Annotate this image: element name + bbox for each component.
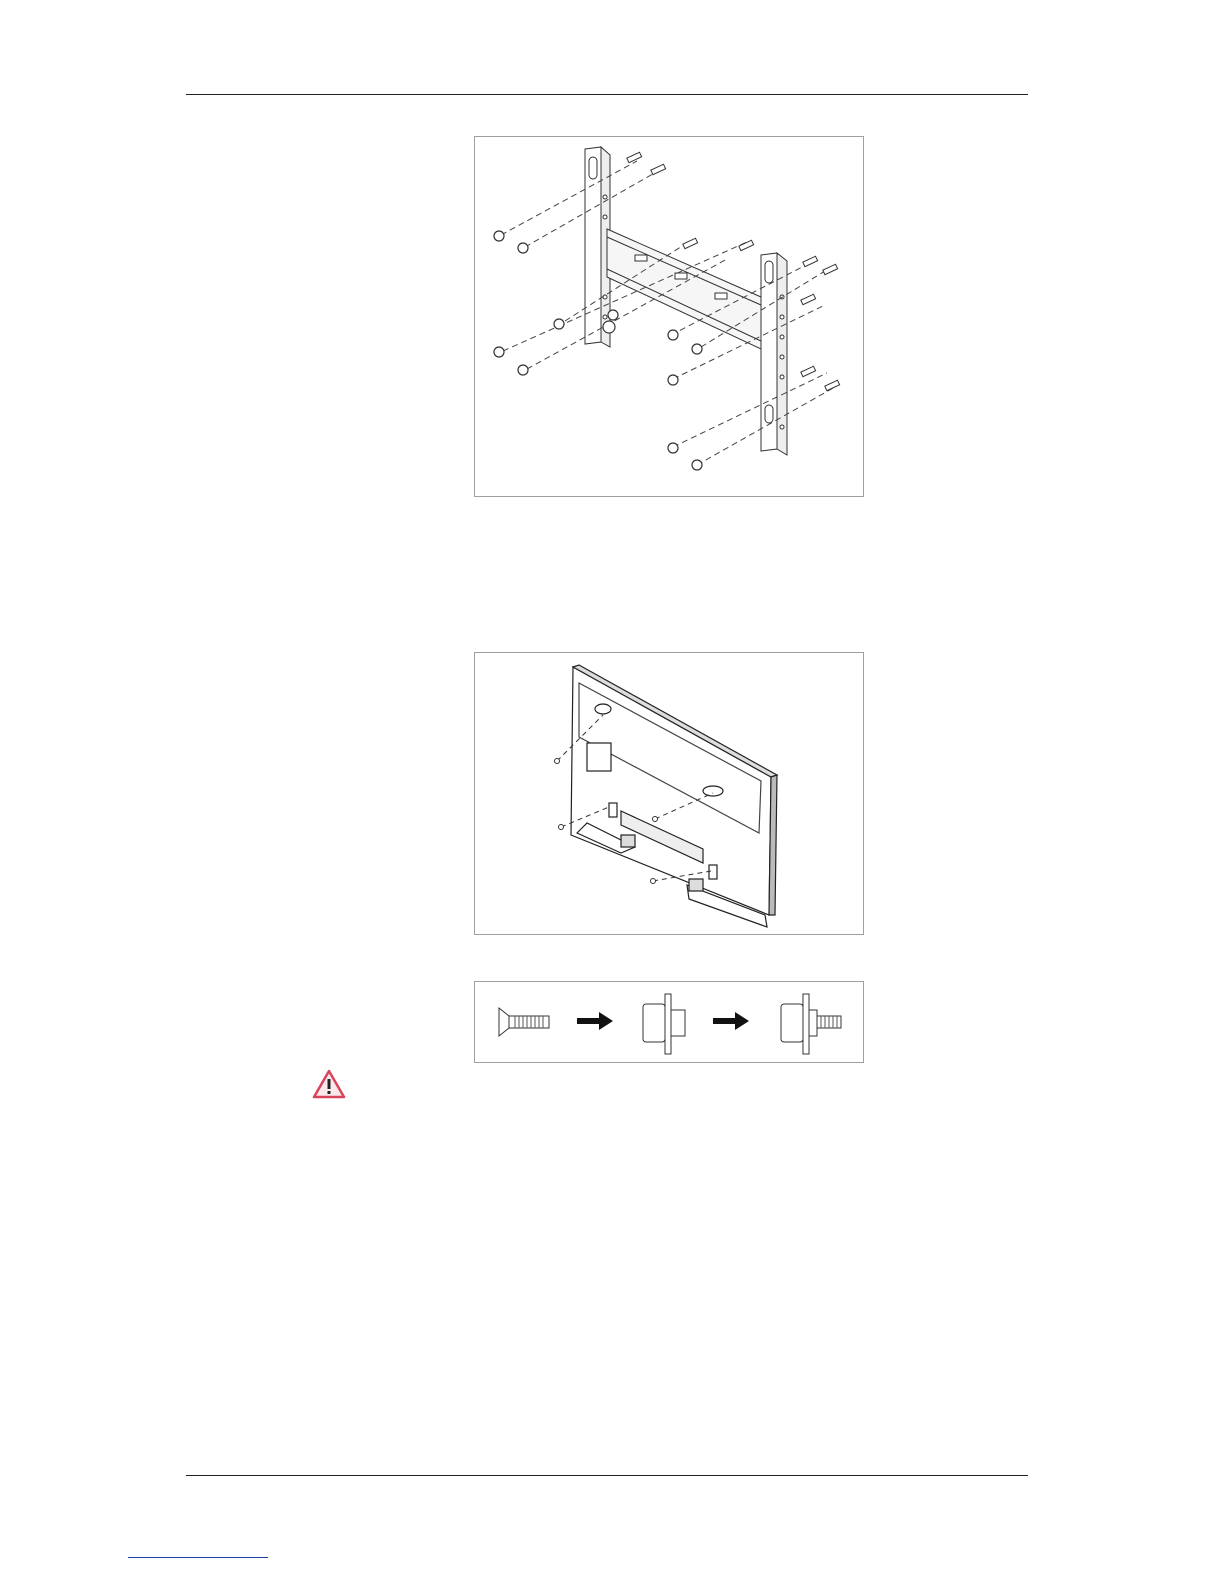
spacer-with-screw-step xyxy=(781,994,841,1054)
spacer-step xyxy=(643,994,685,1054)
wall-bracket-illustration xyxy=(475,137,865,498)
footer-rule xyxy=(186,1475,1028,1476)
left-keyhole xyxy=(589,157,597,179)
wall-bracket-figure xyxy=(474,136,864,497)
mount-hole-top xyxy=(595,704,611,714)
tv-back-figure xyxy=(474,652,864,935)
link-underline[interactable] xyxy=(128,1557,268,1558)
label-area xyxy=(587,743,611,771)
screw-head xyxy=(494,231,504,241)
screw-sequence-illustration xyxy=(475,982,865,1064)
screw-sequence-figure xyxy=(474,981,864,1063)
screw-head-shape xyxy=(499,1008,509,1036)
caution-icon xyxy=(311,1068,347,1100)
header-rule xyxy=(186,94,1028,95)
tv-back-illustration xyxy=(475,653,865,936)
mount-hole-right xyxy=(703,786,723,796)
right-keyhole xyxy=(765,261,773,283)
right-keyhole-lower xyxy=(765,405,773,423)
